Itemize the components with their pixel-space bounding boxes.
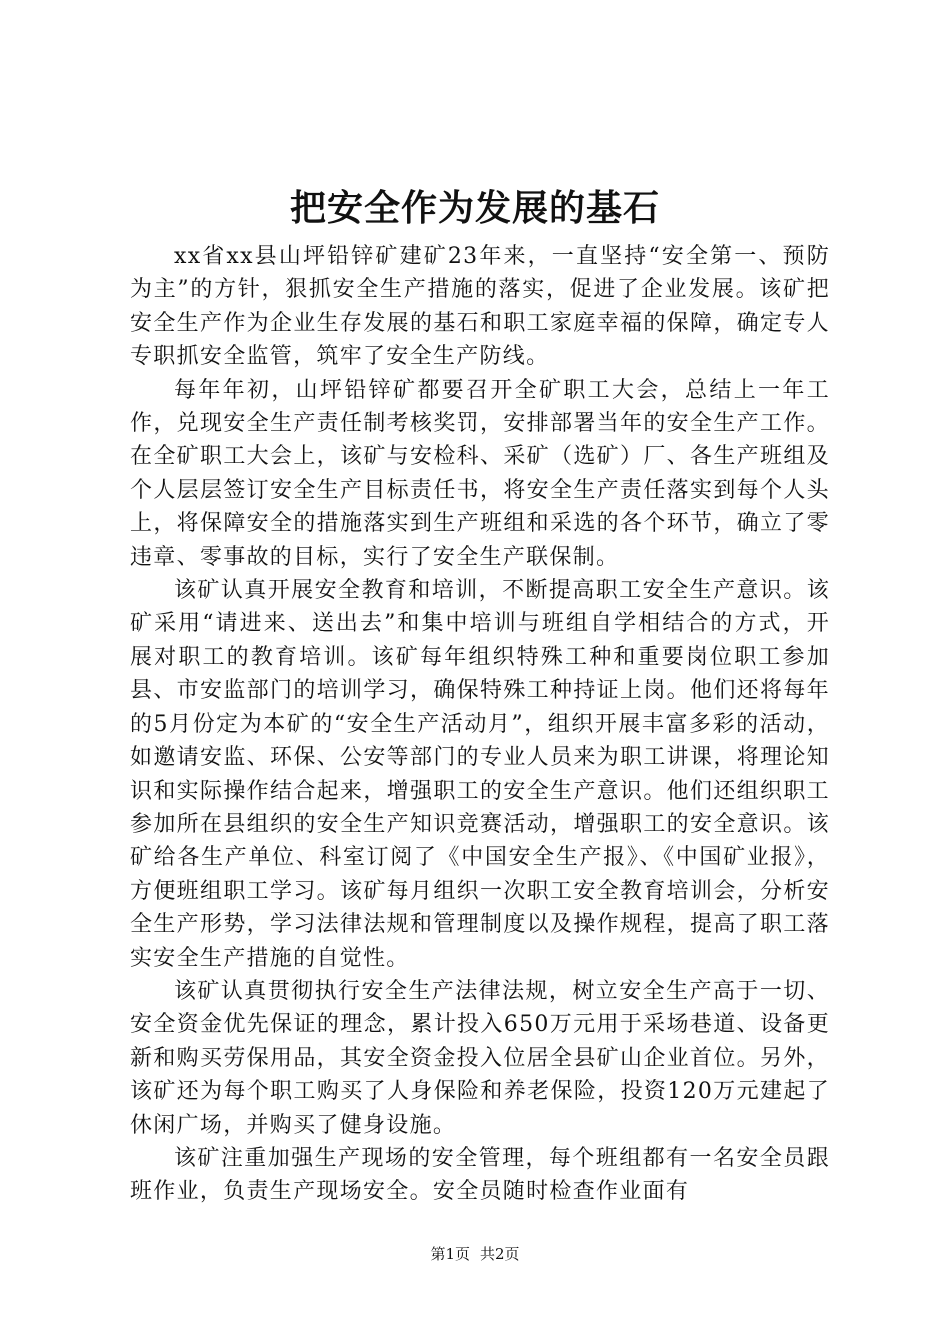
paragraph-2: 每年年初，山坪铅锌矿都要召开全矿职工大会，总结上一年工作，兑现安全生产责任制考核奖罚，安排部署当年的安全生产工作。在全矿职工大会上，该矿与安检科、采矿（选矿）厂、各生产班组及个人层层签订安全生产目标责任书，将安全生产责任落实到每个人头上，将保障安全的措施落实到生产班组和采选的各个环节，确立了零违章、零事故的目标，实行了安全生产联保制。 — [130, 377, 830, 570]
paragraph-5: 该矿注重加强生产现场的安全管理，每个班组都有一名安全员跟班作业，负责生产现场安全。安全员随时检查作业面有 — [130, 1145, 830, 1205]
document-title: 把安全作为发展的基石 — [289, 187, 660, 229]
page-footer — [0, 1244, 950, 1264]
document-body — [130, 240, 830, 1209]
paragraph-1: xx省xx县山坪铅锌矿建矿23年来，一直坚持“安全第一、预防为主”的方针，狠抓安全生产措施的落实，促进了企业发展。该矿把安全生产作为企业生存发展的基石和职工家庭幸福的保障，确定专人专职抓安全监管，筑牢了安全生产防线。 — [130, 244, 830, 370]
paragraph-3: 该矿认真开展安全教育和培训，不断提高职工安全生产意识。该矿采用“请进来、送出去”和集中培训与班组自学相结合的方式，开展对职工的教育培训。该矿每年组织特殊工种和重要岗位职工参加县、市安监部门的培训学习，确保特殊工种持证上岗。他们还将每年的5月份定为本矿的“安全生产活动月”，组织开展丰富多彩的活动，如邀请安监、环保、公安等部门的专业人员来为职工讲课，将理论知识和实际操作结合起来，增强职工的安全生产意识。他们还组织职工参加所在县组织的安全生产知识竞赛活动，增强职工的安全意识。该矿给各生产单位、科室订阅了《中国安全生产报》、《中国矿业报》，方便班组职工学习。该矿每月组织一次职工安全教育培训会，分析安全生产形势，学习法律法规和管理制度以及操作规程，提高了职工落实安全生产措施的自觉性。 — [130, 578, 830, 971]
page-number: 第1页 — [430, 1245, 470, 1263]
paragraph-4: 该矿认真贯彻执行安全生产法律法规，树立安全生产高于一切、安全资金优先保证的理念，累计投入650万元用于采场巷道、设备更新和购买劳保用品，其安全资金投入位居全县矿山企业首位。另外，该矿还为每个职工购买了人身保险和养老保险，投资120万元建起了休闲广场，并购买了健身设施。 — [130, 978, 830, 1138]
page-total: 共2页 — [480, 1245, 520, 1263]
